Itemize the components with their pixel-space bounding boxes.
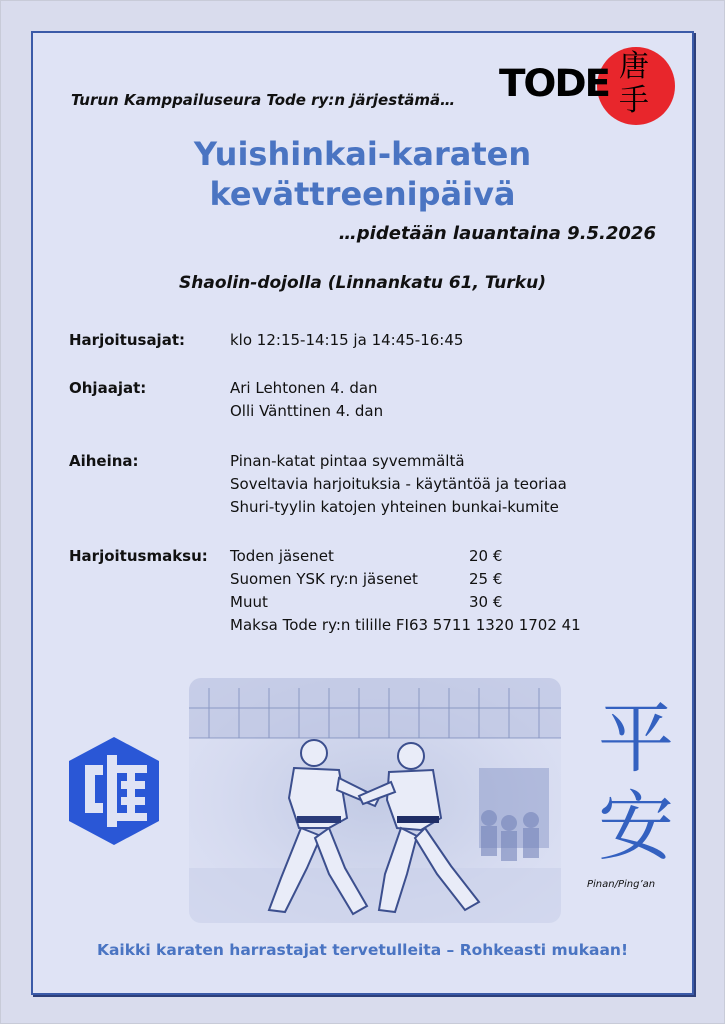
logo-kanji-top: 唐 <box>619 49 649 84</box>
fees-list <box>230 545 630 637</box>
pinan-kanji <box>591 695 681 871</box>
logo-text: TODE <box>499 62 609 105</box>
topics-list <box>230 450 567 519</box>
topics-label: Aiheina: <box>69 452 139 470</box>
fee-item <box>230 568 630 591</box>
topic-item: Pinan-katat pintaa syvemmältä <box>230 452 465 470</box>
logo-kanji-bottom: 手 <box>619 83 649 118</box>
payment-info: Maksa Tode ry:n tilille FI63 5711 1320 1702 41 <box>230 616 581 634</box>
fee-amount: 20 € <box>469 547 503 565</box>
yui-emblem-icon <box>65 735 163 847</box>
fee-name: Muut <box>230 593 268 611</box>
fee-name: Toden jäsenet <box>230 547 334 565</box>
tode-logo <box>499 45 679 125</box>
kanji-top: 平 <box>598 694 674 783</box>
event-venue: Shaolin-dojolla (Linnankatu 61, Turku) <box>179 273 546 293</box>
title-line-1: Yuishinkai-karaten <box>193 135 532 173</box>
sparring-illustration <box>189 678 561 923</box>
organizer-intro: Turun Kamppailuseura Tode ry:n järjestämä… <box>71 91 456 109</box>
poster <box>31 31 694 995</box>
schedule-value: klo 12:15-14:15 ja 14:45-16:45 <box>230 331 464 349</box>
instructors-list <box>230 377 383 423</box>
fees-label: Harjoitusmaksu: <box>69 547 208 565</box>
welcome-footer: Kaikki karaten harrastajat tervetulleita – Rohkeasti mukaan! <box>96 941 629 959</box>
fee-amount: 25 € <box>469 570 503 588</box>
title-line-2: kevättreenipäivä <box>209 175 516 213</box>
schedule-label: Harjoitusajat: <box>69 331 185 349</box>
logo-kanji <box>609 50 659 118</box>
instructor-item: Olli Vänttinen 4. dan <box>230 402 384 420</box>
kanji-bottom: 安 <box>598 782 674 871</box>
karate-sparring-photo <box>189 678 561 923</box>
instructor-item: Ari Lehtonen 4. dan <box>230 379 378 397</box>
fee-item <box>230 591 630 614</box>
fee-name: Suomen YSK ry:n jäsenet <box>230 570 418 588</box>
fee-item <box>230 545 630 568</box>
event-date: …pidetään lauantaina 9.5.2026 <box>338 223 656 244</box>
topic-item: Soveltavia harjoituksia - käytäntöä ja teoriaa <box>230 475 567 493</box>
fee-amount: 30 € <box>469 593 503 611</box>
kanji-caption: Pinan/Ping’an <box>587 879 656 890</box>
instructors-label: Ohjaajat: <box>69 379 147 397</box>
topic-item: Shuri-tyylin katojen yhteinen bunkai-kumite <box>230 498 559 516</box>
